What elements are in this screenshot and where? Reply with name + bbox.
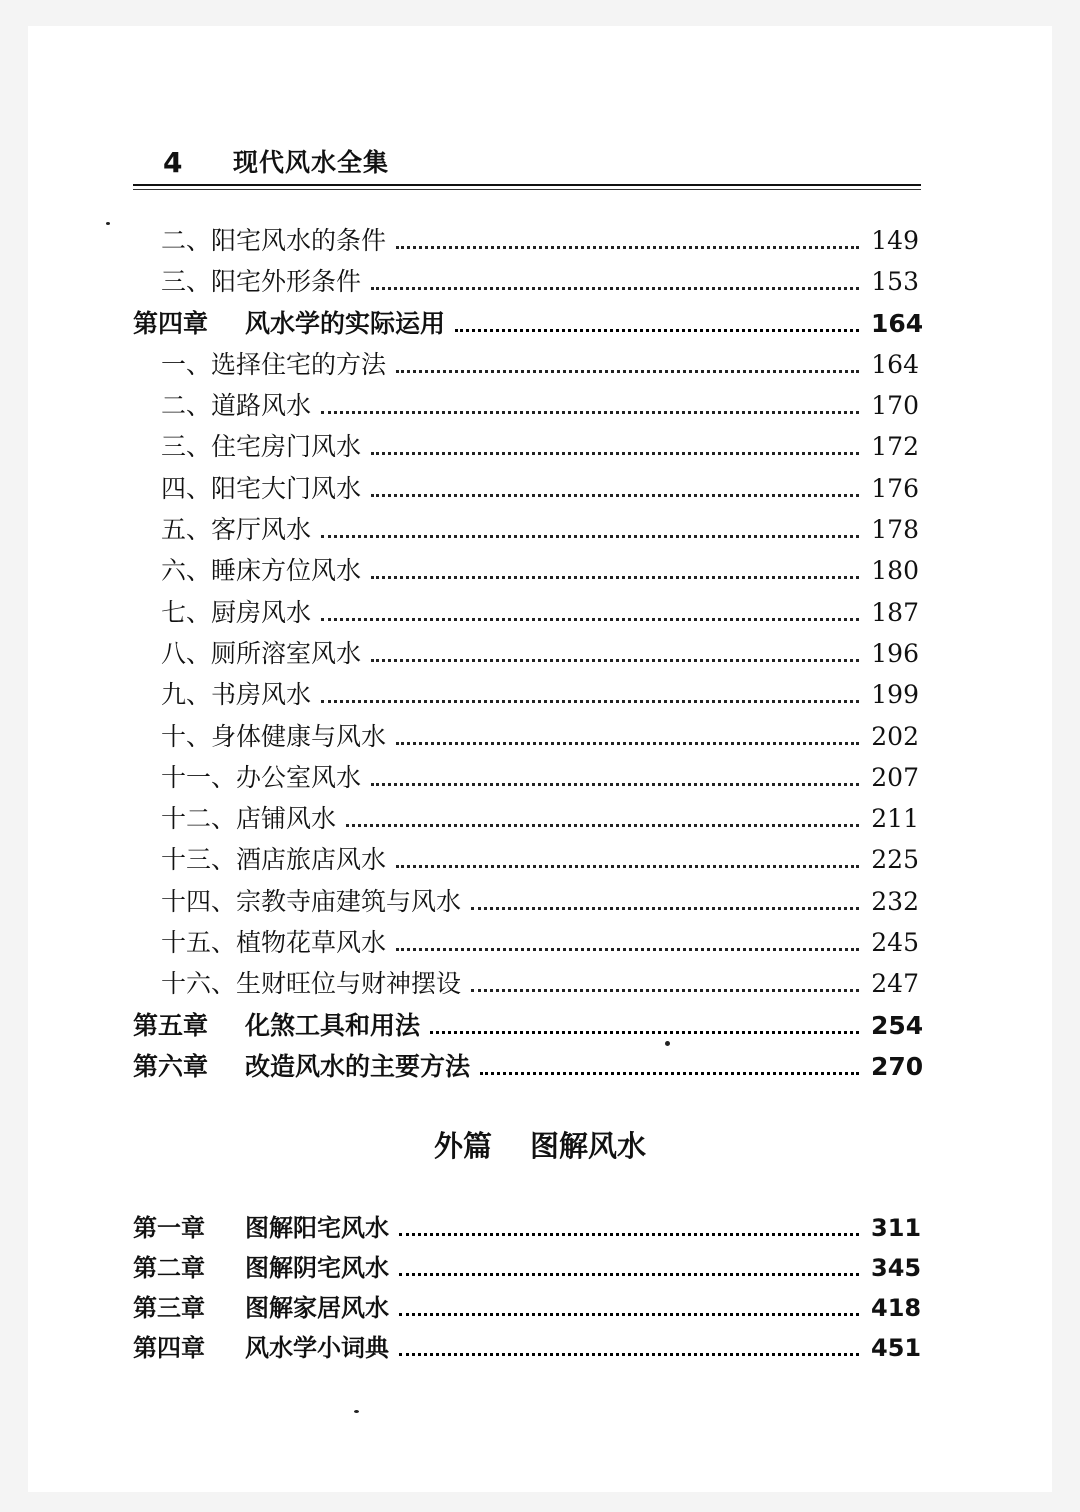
dot-leader bbox=[371, 783, 859, 786]
entry-title: 十四、宗教寺庙建筑与风水 bbox=[161, 886, 462, 916]
dot-leader bbox=[396, 865, 859, 868]
entry-page-number: 232 bbox=[871, 886, 919, 916]
page-number: 4 bbox=[163, 146, 183, 179]
toc-chapter-entry bbox=[133, 1328, 922, 1368]
toc-section-entry bbox=[133, 633, 919, 674]
entry-page-number: 164 bbox=[871, 308, 924, 338]
chapter-number: 第五章 bbox=[133, 1010, 209, 1040]
dot-leader bbox=[399, 1313, 859, 1316]
dot-leader bbox=[399, 1233, 859, 1236]
table-of-contents bbox=[133, 220, 924, 1087]
toc-section-entry bbox=[133, 839, 919, 880]
entry-page-number: 311 bbox=[871, 1214, 922, 1242]
toc-section-entry bbox=[133, 757, 919, 798]
toc-section-entry bbox=[133, 716, 919, 757]
toc-section-entry bbox=[133, 881, 919, 922]
table-of-contents-part bbox=[133, 1208, 922, 1368]
toc-section-entry bbox=[133, 220, 919, 261]
entry-title: 八、厕所溶室风水 bbox=[161, 638, 362, 668]
scan-speck bbox=[665, 1041, 670, 1046]
toc-section-entry bbox=[133, 385, 919, 426]
dot-leader bbox=[371, 659, 859, 662]
header-rule bbox=[133, 184, 921, 186]
entry-page-number: 345 bbox=[871, 1254, 922, 1282]
scan-speck bbox=[354, 1410, 359, 1413]
entry-page-number: 202 bbox=[871, 721, 919, 751]
entry-page-number: 176 bbox=[871, 473, 919, 503]
dot-leader bbox=[321, 535, 859, 538]
toc-chapter-entry bbox=[133, 1208, 922, 1248]
chapter-number: 第三章 bbox=[133, 1294, 205, 1322]
entry-title: 化煞工具和用法 bbox=[245, 1010, 421, 1040]
toc-section-entry bbox=[133, 922, 919, 963]
entry-title: 四、阳宅大门风水 bbox=[161, 473, 362, 503]
entry-page-number: 418 bbox=[871, 1294, 922, 1322]
entry-page-number: 180 bbox=[871, 556, 919, 586]
toc-section-entry bbox=[133, 426, 919, 467]
dot-leader bbox=[346, 824, 859, 827]
entry-page-number: 199 bbox=[871, 680, 919, 710]
part-title: 外篇 图解风水 bbox=[433, 1129, 647, 1163]
entry-page-number: 270 bbox=[871, 1051, 924, 1081]
dot-leader bbox=[371, 452, 859, 455]
entry-title: 图解阳宅风水 bbox=[245, 1214, 389, 1242]
dot-leader bbox=[396, 370, 859, 373]
entry-page-number: 196 bbox=[871, 638, 919, 668]
entry-title: 十六、生财旺位与财神摆设 bbox=[161, 969, 462, 999]
entry-title: 二、道路风水 bbox=[161, 391, 312, 421]
entry-page-number: 254 bbox=[871, 1010, 924, 1040]
toc-chapter-entry bbox=[133, 303, 924, 344]
chapter-number: 第六章 bbox=[133, 1051, 209, 1081]
dot-leader bbox=[455, 329, 859, 332]
entry-title: 五、客厅风水 bbox=[161, 515, 312, 545]
entry-title: 三、住宅房门风水 bbox=[161, 432, 362, 462]
toc-section-entry bbox=[133, 592, 919, 633]
running-header bbox=[133, 148, 921, 188]
header-rule-thin bbox=[133, 189, 921, 190]
entry-title: 三、阳宅外形条件 bbox=[161, 267, 362, 297]
entry-title: 六、睡床方位风水 bbox=[161, 556, 362, 586]
entry-page-number: 245 bbox=[871, 928, 919, 958]
dot-leader bbox=[399, 1273, 859, 1276]
toc-chapter-entry bbox=[133, 1248, 922, 1288]
chapter-number: 第二章 bbox=[133, 1254, 205, 1282]
entry-page-number: 170 bbox=[871, 391, 919, 421]
book-title: 现代风水全集 bbox=[233, 148, 390, 177]
entry-page-number: 172 bbox=[871, 432, 919, 462]
toc-section-entry bbox=[133, 509, 919, 550]
dot-leader bbox=[371, 287, 859, 290]
entry-title: 二、阳宅风水的条件 bbox=[161, 226, 387, 255]
toc-section-entry bbox=[133, 963, 919, 1004]
entry-page-number: 178 bbox=[871, 515, 919, 545]
entry-page-number: 207 bbox=[871, 762, 919, 792]
entry-title: 十二、店铺风水 bbox=[161, 804, 337, 834]
toc-section-entry bbox=[133, 550, 919, 591]
entry-page-number: 451 bbox=[871, 1334, 922, 1362]
scan-speck bbox=[106, 222, 110, 225]
entry-title: 十三、酒店旅店风水 bbox=[161, 845, 387, 875]
toc-section-entry bbox=[133, 344, 919, 385]
dot-leader bbox=[321, 411, 859, 414]
dot-leader bbox=[471, 989, 859, 992]
entry-title: 七、厨房风水 bbox=[161, 597, 312, 627]
dot-leader bbox=[371, 494, 859, 497]
entry-page-number: 247 bbox=[871, 969, 919, 999]
entry-page-number: 211 bbox=[871, 804, 919, 834]
toc-section-entry bbox=[133, 674, 919, 715]
chapter-number: 第一章 bbox=[133, 1214, 205, 1242]
entry-title: 九、书房风水 bbox=[161, 680, 312, 710]
entry-title: 十一、办公室风水 bbox=[161, 762, 362, 792]
toc-chapter-entry bbox=[133, 1288, 922, 1328]
dot-leader bbox=[480, 1072, 859, 1075]
chapter-number: 第四章 bbox=[133, 308, 209, 338]
entry-title: 风水学的实际运用 bbox=[245, 308, 446, 338]
entry-title: 十五、植物花草风水 bbox=[161, 928, 387, 958]
dot-leader bbox=[430, 1031, 859, 1034]
entry-title: 风水学小词典 bbox=[245, 1334, 389, 1362]
toc-chapter-entry bbox=[133, 1005, 924, 1046]
entry-title: 十、身体健康与风水 bbox=[161, 721, 387, 751]
dot-leader bbox=[371, 576, 859, 579]
toc-section-entry bbox=[133, 261, 919, 302]
dot-leader bbox=[321, 700, 859, 703]
toc-section-entry bbox=[133, 468, 919, 509]
entry-page-number: 225 bbox=[871, 845, 919, 875]
dot-leader bbox=[471, 907, 859, 910]
dot-leader bbox=[321, 618, 859, 621]
entry-title: 改造风水的主要方法 bbox=[245, 1051, 471, 1081]
entry-title: 图解阴宅风水 bbox=[245, 1254, 389, 1282]
entry-page-number: 187 bbox=[871, 597, 919, 627]
toc-chapter-entry bbox=[133, 1046, 924, 1087]
entry-title: 一、选择住宅的方法 bbox=[161, 349, 387, 379]
entry-page-number: 149 bbox=[871, 226, 919, 255]
entry-page-number: 153 bbox=[871, 267, 919, 297]
chapter-number: 第四章 bbox=[133, 1334, 205, 1362]
dot-leader bbox=[396, 742, 859, 745]
toc-section-entry bbox=[133, 798, 919, 839]
entry-page-number: 164 bbox=[871, 349, 919, 379]
entry-title: 图解家居风水 bbox=[245, 1294, 389, 1322]
dot-leader bbox=[396, 948, 859, 951]
dot-leader bbox=[396, 246, 859, 249]
dot-leader bbox=[399, 1353, 859, 1356]
